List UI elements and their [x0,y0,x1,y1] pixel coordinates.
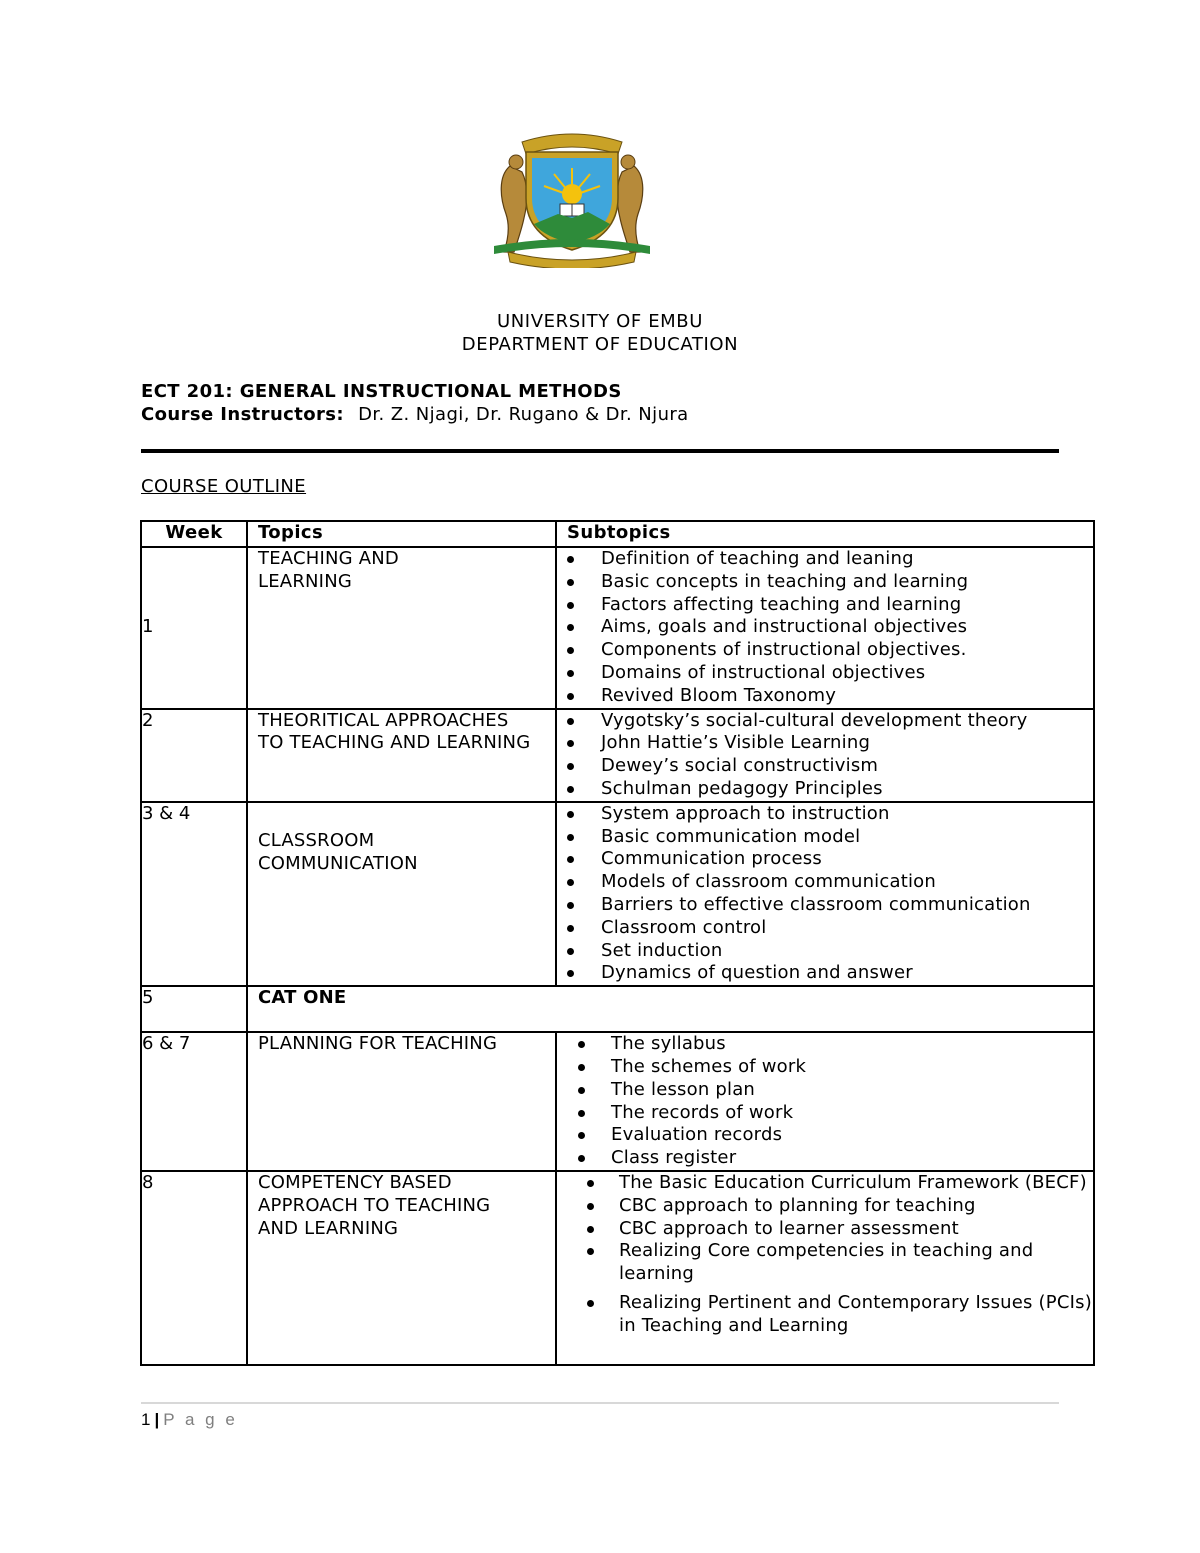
instructors-names: Dr. Z. Njagi, Dr. Rugano & Dr. Njura [358,404,689,425]
list-item: The Basic Education Curriculum Framework (BECF) [557,1172,1093,1195]
page-label: P a g e [163,1410,238,1429]
university-name: UNIVERSITY OF EMBU [496,311,704,332]
list-item: Vygotsky’s social-cultural development theory [557,710,1093,733]
list-item: CBC approach to planning for teaching [557,1195,1093,1218]
list-item: Barriers to effective classroom communication [557,894,1093,917]
list-item: The schemes of work [557,1056,1093,1079]
page-number: 1 [141,1410,151,1429]
list-item: Basic communication model [557,826,1093,849]
topic-text: THEORITICAL APPROACHES TO TEACHING AND LEARNING [258,709,531,754]
footer-divider [141,1402,1059,1404]
subtopics-cell [556,1171,1094,1365]
table-row [141,547,1094,709]
list-item: Realizing Pertinent and Contemporary Issues (PCIs) in Teaching and Learning [557,1292,1093,1338]
list-item: Classroom control [557,917,1093,940]
list-item: Dynamics of question and answer [557,962,1093,985]
table-row [141,709,1094,802]
list-item: Components of instructional objectives. [557,639,1093,662]
list-item: Basic concepts in teaching and learning [557,571,1093,594]
week-cell: 1 [141,547,247,709]
table-header-row [141,521,1094,547]
topic-cell: CAT ONE [247,986,1094,1032]
list-item: Realizing Core competencies in teaching and learning [557,1240,1093,1286]
subtopics-cell [556,802,1094,986]
subtopic-list [557,803,1093,985]
university-crest-logo [488,128,656,268]
department-name: DEPARTMENT OF EDUCATION [461,334,739,355]
course-instructors [141,404,689,426]
week-cell: 2 [141,709,247,802]
subtopics-cell [556,1032,1094,1171]
subtopic-list [557,1033,1093,1170]
subtopics-cell [556,547,1094,709]
list-item: The records of work [557,1102,1093,1125]
topic-cell: PLANNING FOR TEACHING [247,1032,556,1171]
course-outline-heading: COURSE OUTLINE [141,476,307,497]
page-footer [141,1410,238,1430]
list-item: Class register [557,1147,1093,1170]
week-cell: 3 & 4 [141,802,247,986]
subtopic-list [557,548,1093,708]
list-item: Aims, goals and instructional objectives [557,616,1093,639]
header-subtopics: Subtopics [556,521,1094,547]
topic-cell [247,547,556,709]
topic-text: CLASSROOM COMMUNICATION [258,829,418,874]
list-item: John Hattie’s Visible Learning [557,732,1093,755]
subtopic-list [557,1172,1093,1338]
list-item: Definition of teaching and leaning [557,548,1093,571]
list-item: CBC approach to learner assessment [557,1218,1093,1241]
week-cell: 5 [141,986,247,1032]
list-item: Communication process [557,848,1093,871]
list-item: The syllabus [557,1033,1093,1056]
course-outline-table [140,520,1095,1366]
list-item: The lesson plan [557,1079,1093,1102]
list-item: Models of classroom communication [557,871,1093,894]
list-item: Schulman pedagogy Principles [557,778,1093,801]
list-item: Domains of instructional objectives [557,662,1093,685]
footer-separator: | [154,1410,160,1429]
week-cell: 6 & 7 [141,1032,247,1171]
header-topics: Topics [247,521,556,547]
subtopic-list [557,710,1093,801]
topic-cell [247,1171,556,1365]
list-item: Revived Bloom Taxonomy [557,685,1093,708]
table-row [141,986,1094,1032]
week-cell: 8 [141,1171,247,1365]
list-item: Evaluation records [557,1124,1093,1147]
list-item: System approach to instruction [557,803,1093,826]
instructors-label: Course Instructors: [141,404,345,425]
course-title: ECT 201: GENERAL INSTRUCTIONAL METHODS [141,381,622,402]
table-row [141,1171,1094,1365]
list-item: Factors affecting teaching and learning [557,594,1093,617]
topic-cell [247,802,556,986]
subtopics-cell [556,709,1094,802]
topic-text: COMPETENCY BASED APPROACH TO TEACHING AND LEARNING [258,1171,491,1239]
topic-text: TEACHING AND LEARNING [258,548,399,592]
topic-cell [247,709,556,802]
list-item: Dewey’s social constructivism [557,755,1093,778]
horizontal-divider [141,449,1059,453]
header-week: Week [141,521,247,547]
table-row [141,802,1094,986]
list-item: Set induction [557,940,1093,963]
table-row [141,1032,1094,1171]
